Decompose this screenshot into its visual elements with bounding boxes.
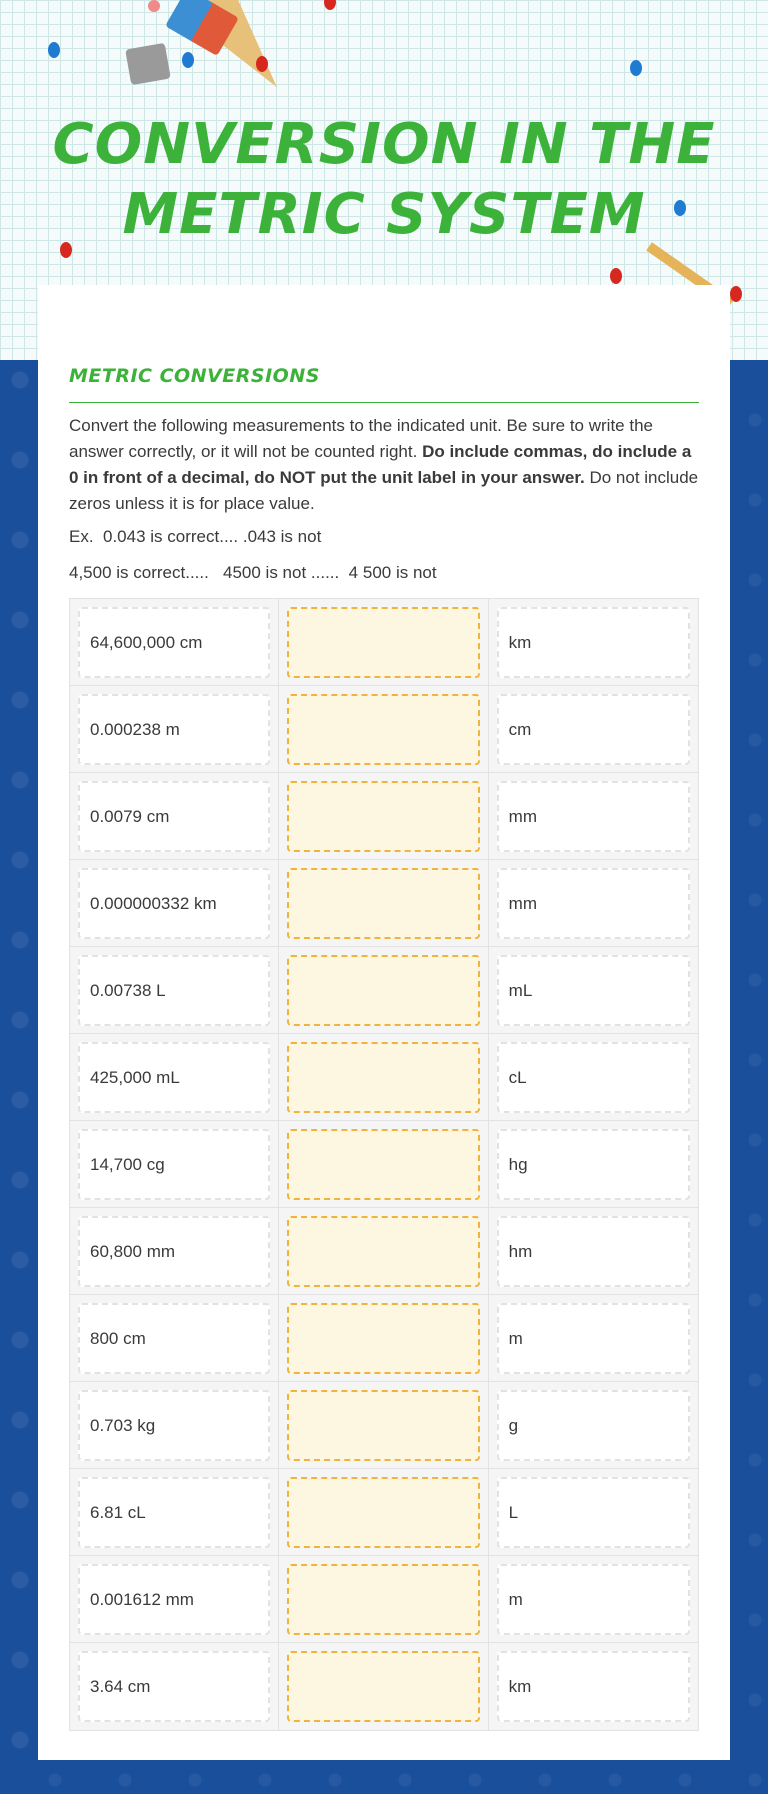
instructions <box>69 413 699 517</box>
target-unit: hg <box>497 1129 690 1200</box>
answer-cell <box>279 1469 488 1556</box>
target-unit: g <box>497 1390 690 1461</box>
given-value: 64,600,000 cm <box>78 607 270 678</box>
answer-cell <box>279 1295 488 1382</box>
unit-cell <box>489 599 698 686</box>
given-value: 0.000000332 km <box>78 868 270 939</box>
answer-drop-zone[interactable] <box>287 1042 479 1113</box>
given-value: 0.001612 mm <box>78 1564 270 1635</box>
target-unit: mL <box>497 955 690 1026</box>
table-row <box>70 1469 698 1556</box>
decor-dot <box>48 42 60 58</box>
table-row <box>70 1382 698 1469</box>
unit-cell <box>489 1034 698 1121</box>
given-cell <box>70 686 279 773</box>
given-value: 800 cm <box>78 1303 270 1374</box>
example-commas: 4,500 is correct..... 4500 is not ...... 4 500 is not <box>69 563 437 582</box>
target-unit: mm <box>497 781 690 852</box>
answer-drop-zone[interactable] <box>287 1477 479 1548</box>
instructions-text: Convert the following measurements to the indicated unit. Be sure to write the answer correctly, or it will not be counted right. <box>69 416 653 461</box>
given-cell <box>70 947 279 1034</box>
target-unit: cm <box>497 694 690 765</box>
answer-cell <box>279 1034 488 1121</box>
given-value: 14,700 cg <box>78 1129 270 1200</box>
unit-cell <box>489 1643 698 1730</box>
given-value: 3.64 cm <box>78 1651 270 1722</box>
given-value: 0.000238 m <box>78 694 270 765</box>
answer-drop-zone[interactable] <box>287 1129 479 1200</box>
target-unit: km <box>497 607 690 678</box>
target-unit: m <box>497 1303 690 1374</box>
given-value: 0.703 kg <box>78 1390 270 1461</box>
table-row <box>70 947 698 1034</box>
table-row <box>70 773 698 860</box>
given-value: 60,800 mm <box>78 1216 270 1287</box>
decor-dot <box>730 286 742 302</box>
answer-drop-zone[interactable] <box>287 955 479 1026</box>
unit-cell <box>489 1121 698 1208</box>
answer-cell <box>279 860 488 947</box>
given-cell <box>70 1121 279 1208</box>
table-row <box>70 1034 698 1121</box>
answer-cell <box>279 1556 488 1643</box>
answer-drop-zone[interactable] <box>287 1390 479 1461</box>
given-value: 0.00738 L <box>78 955 270 1026</box>
table-row <box>70 860 698 947</box>
given-cell <box>70 1469 279 1556</box>
instructions-text-end: Do not include zeros unless it is for place value. <box>69 468 699 513</box>
table-row <box>70 1643 698 1730</box>
table-row <box>70 1556 698 1643</box>
target-unit: cL <box>497 1042 690 1113</box>
worksheet-card <box>38 285 730 1760</box>
given-cell <box>70 1208 279 1295</box>
page-title: CONVERSION IN THE METRIC SYSTEM <box>52 112 716 247</box>
given-value: 0.0079 cm <box>78 781 270 852</box>
unit-cell <box>489 1295 698 1382</box>
answer-cell <box>279 1208 488 1295</box>
decor-dot <box>630 60 642 76</box>
given-cell <box>70 1295 279 1382</box>
unit-cell <box>489 860 698 947</box>
unit-cell <box>489 1208 698 1295</box>
table-row <box>70 599 698 686</box>
answer-drop-zone[interactable] <box>287 1216 479 1287</box>
target-unit: L <box>497 1477 690 1548</box>
decor-dot <box>148 0 160 12</box>
target-unit: mm <box>497 868 690 939</box>
table-row <box>70 1121 698 1208</box>
given-cell <box>70 1034 279 1121</box>
target-unit: km <box>497 1651 690 1722</box>
unit-cell <box>489 773 698 860</box>
sharpener-icon <box>125 43 171 85</box>
given-cell <box>70 1382 279 1469</box>
answer-drop-zone[interactable] <box>287 694 479 765</box>
example-decimal: Ex. 0.043 is correct.... .043 is not <box>69 527 322 546</box>
unit-cell <box>489 947 698 1034</box>
decor-dot <box>182 52 194 68</box>
table-row <box>70 1295 698 1382</box>
answer-drop-zone[interactable] <box>287 1303 479 1374</box>
answer-cell <box>279 773 488 860</box>
answer-drop-zone[interactable] <box>287 868 479 939</box>
given-cell <box>70 1643 279 1730</box>
answer-cell <box>279 947 488 1034</box>
given-cell <box>70 773 279 860</box>
unit-cell <box>489 1469 698 1556</box>
given-cell <box>70 1556 279 1643</box>
section-divider <box>69 402 699 403</box>
given-cell <box>70 860 279 947</box>
decor-dot <box>610 268 622 284</box>
unit-cell <box>489 686 698 773</box>
section-title: METRIC CONVERSIONS <box>69 365 320 387</box>
given-value: 6.81 cL <box>78 1477 270 1548</box>
unit-cell <box>489 1556 698 1643</box>
unit-cell <box>489 1382 698 1469</box>
answer-drop-zone[interactable] <box>287 1651 479 1722</box>
table-row <box>70 686 698 773</box>
table-row <box>70 1208 698 1295</box>
target-unit: m <box>497 1564 690 1635</box>
answer-cell <box>279 1121 488 1208</box>
given-value: 425,000 mL <box>78 1042 270 1113</box>
answer-cell <box>279 1382 488 1469</box>
answer-cell <box>279 599 488 686</box>
answer-drop-zone[interactable] <box>287 781 479 852</box>
answer-drop-zone[interactable] <box>287 1564 479 1635</box>
instructions-bold-text: Do include commas, do include a 0 in front of a decimal, do NOT put the unit label in your answer. <box>69 442 692 487</box>
target-unit: hm <box>497 1216 690 1287</box>
conversion-table <box>69 598 699 1731</box>
answer-cell <box>279 686 488 773</box>
answer-cell <box>279 1643 488 1730</box>
decor-dot <box>256 56 268 72</box>
given-cell <box>70 599 279 686</box>
answer-drop-zone[interactable] <box>287 607 479 678</box>
